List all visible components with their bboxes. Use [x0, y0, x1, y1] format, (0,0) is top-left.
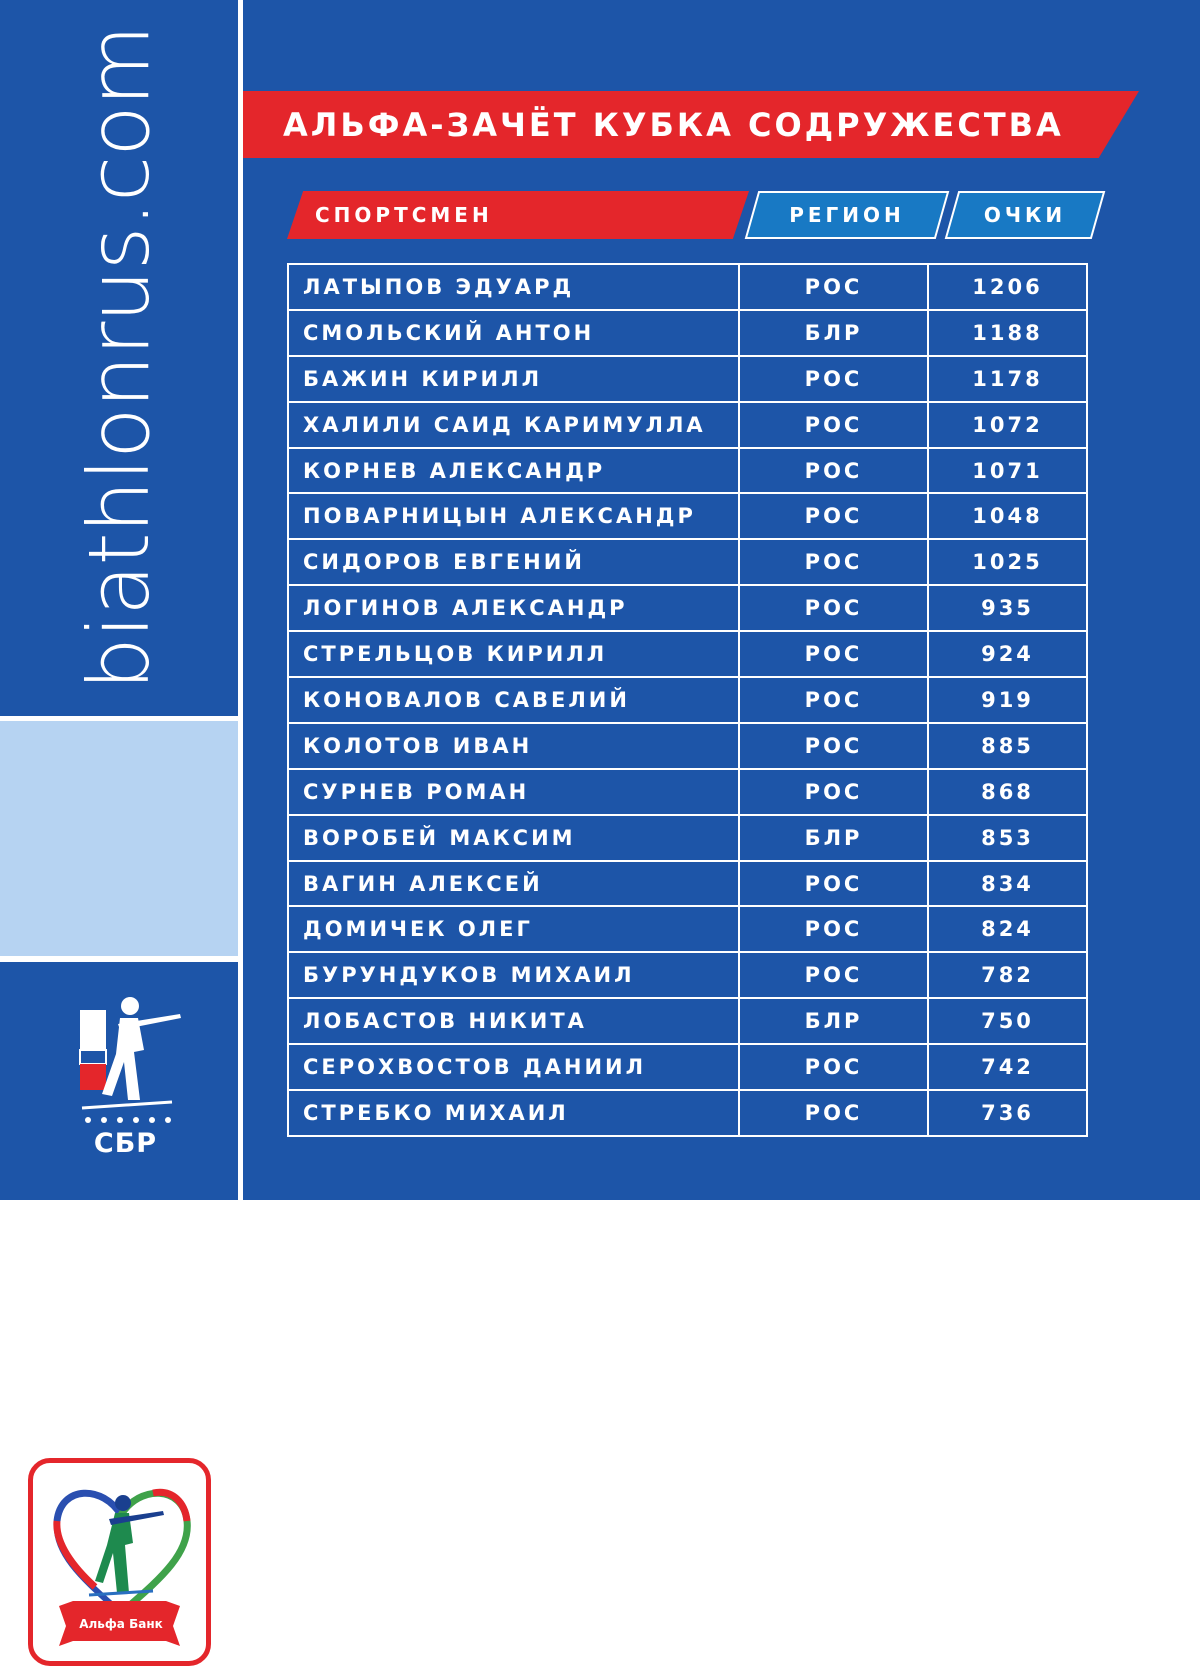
athlete-name-cell: СТРЕБКО МИХАИЛ [288, 1090, 739, 1136]
athlete-name-cell: ХАЛИЛИ САИД КАРИМУЛЛА [288, 402, 739, 448]
table-row [288, 448, 1087, 494]
points-cell: 750 [928, 998, 1087, 1044]
points-cell: 1188 [928, 310, 1087, 356]
points-cell: 1071 [928, 448, 1087, 494]
table-row [288, 1044, 1087, 1090]
points-cell: 853 [928, 815, 1087, 861]
points-cell: 885 [928, 723, 1087, 769]
region-cell: РОС [739, 402, 928, 448]
table-row [288, 677, 1087, 723]
table-row [288, 861, 1087, 907]
points-cell: 736 [928, 1090, 1087, 1136]
athlete-name-cell: КОЛОТОВ ИВАН [288, 723, 739, 769]
table-row [288, 1090, 1087, 1136]
federation-logo-text: СБР [93, 1128, 158, 1159]
alfa-cup-logo [28, 1458, 211, 1666]
athlete-name-cell: ЛОГИНОВ АЛЕКСАНДР [288, 585, 739, 631]
region-cell: РОС [739, 769, 928, 815]
table-row [288, 998, 1087, 1044]
points-cell: 742 [928, 1044, 1087, 1090]
athlete-name-cell: ПОВАРНИЦЫН АЛЕКСАНДР [288, 493, 739, 539]
points-cell: 834 [928, 861, 1087, 907]
table-row [288, 723, 1087, 769]
athlete-name-cell: БУРУНДУКОВ МИХАИЛ [288, 952, 739, 998]
region-cell: РОС [739, 631, 928, 677]
points-cell: 924 [928, 631, 1087, 677]
region-cell: РОС [739, 264, 928, 310]
region-cell: БЛР [739, 998, 928, 1044]
athlete-name-cell: КОРНЕВ АЛЕКСАНДР [288, 448, 739, 494]
table-row [288, 402, 1087, 448]
athlete-name-cell: СМОЛЬСКИЙ АНТОН [288, 310, 739, 356]
points-cell: 1178 [928, 356, 1087, 402]
region-cell: РОС [739, 906, 928, 952]
region-cell: РОС [739, 723, 928, 769]
table-row [288, 631, 1087, 677]
region-cell: РОС [739, 493, 928, 539]
standings-body [288, 264, 1087, 1136]
table-row [288, 310, 1087, 356]
table-row [288, 585, 1087, 631]
table-row [288, 539, 1087, 585]
region-cell: РОС [739, 356, 928, 402]
points-cell: 1206 [928, 264, 1087, 310]
athlete-name-cell: ЛАТЫПОВ ЭДУАРД [288, 264, 739, 310]
athlete-name-cell: ВОРОБЕЙ МАКСИМ [288, 815, 739, 861]
athlete-name-cell: КОНОВАЛОВ САВЕЛИЙ [288, 677, 739, 723]
region-cell: РОС [739, 539, 928, 585]
region-cell: РОС [739, 861, 928, 907]
table-row [288, 906, 1087, 952]
points-cell: 935 [928, 585, 1087, 631]
column-header-athlete [287, 191, 749, 239]
points-cell: 1072 [928, 402, 1087, 448]
table-row [288, 769, 1087, 815]
points-cell: 782 [928, 952, 1087, 998]
standings-table [287, 263, 1088, 1137]
points-cell: 868 [928, 769, 1087, 815]
column-header-region [745, 191, 949, 239]
points-cell: 919 [928, 677, 1087, 723]
athlete-name-cell: СУРНЕВ РОМАН [288, 769, 739, 815]
sbr-logo-icon [74, 990, 184, 1130]
column-header-points-label: ОЧКИ [983, 203, 1067, 227]
athlete-name-cell: ДОМИЧЕК ОЛЕГ [288, 906, 739, 952]
table-row [288, 815, 1087, 861]
athlete-name-cell: СТРЕЛЬЦОВ КИРИЛЛ [288, 631, 739, 677]
region-cell: РОС [739, 1044, 928, 1090]
points-cell: 1025 [928, 539, 1087, 585]
region-cell: РОС [739, 1090, 928, 1136]
table-row [288, 356, 1087, 402]
region-cell: БЛР [739, 310, 928, 356]
site-url: biathlonrus.com [70, 25, 168, 691]
region-cell: РОС [739, 585, 928, 631]
athlete-name-cell: ВАГИН АЛЕКСЕЙ [288, 861, 739, 907]
table-row [288, 952, 1087, 998]
athlete-name-cell: СИДОРОВ ЕВГЕНИЙ [288, 539, 739, 585]
region-cell: РОС [739, 448, 928, 494]
column-header-region-label: РЕГИОН [789, 203, 905, 227]
column-header-points [945, 191, 1105, 239]
points-cell: 824 [928, 906, 1087, 952]
sponsor-name: Альфа Банк [79, 1617, 163, 1631]
region-cell: РОС [739, 677, 928, 723]
athlete-name-cell: СЕРОХВОСТОВ ДАНИИЛ [288, 1044, 739, 1090]
region-cell: БЛР [739, 815, 928, 861]
points-cell: 1048 [928, 493, 1087, 539]
athlete-name-cell: ЛОБАСТОВ НИКИТА [288, 998, 739, 1044]
athlete-name-cell: БАЖИН КИРИЛЛ [288, 356, 739, 402]
table-row [288, 493, 1087, 539]
side-panel-top [0, 0, 238, 716]
table-row [288, 264, 1087, 310]
column-header-athlete-label: СПОРТСМЕН [315, 203, 493, 227]
region-cell: РОС [739, 952, 928, 998]
page-title: АЛЬФА-ЗАЧЁТ КУБКА СОДРУЖЕСТВА [283, 106, 1064, 144]
